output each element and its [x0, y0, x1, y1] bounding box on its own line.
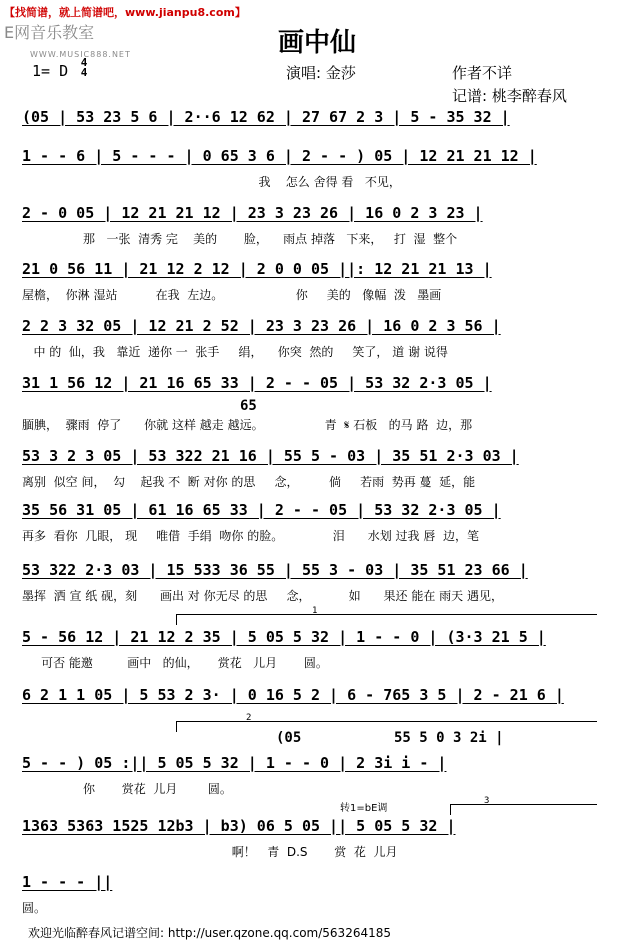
notes: 35 56 31 05 | 61 16 65 33 | 2 - - 05 | 53 32 2·3 05 |	[22, 501, 501, 519]
notes: 21 0 56 11 | 21 12 2 12 | 2 0 0 05 ||: 12 21 21 13 |	[22, 260, 492, 278]
score-line-5	[22, 317, 614, 359]
notes: 2 - 0 05 | 12 21 21 12 | 23 3 23 26 | 16 0 2 3 23 |	[22, 204, 483, 222]
score-line-11	[22, 686, 614, 714]
meter-bottom: 4	[80, 66, 88, 79]
ending-bracket-3	[450, 804, 597, 815]
lyrics: 可否 能邀 画中 的仙， 赏花 儿月 圆。	[22, 656, 328, 670]
score-line-3	[22, 204, 614, 246]
watermark-url: WWW.MUSIC888.NET	[30, 50, 131, 59]
watermark-logo: E网音乐教室	[4, 23, 95, 42]
score-line-9	[22, 561, 614, 603]
score-line-13	[22, 817, 614, 859]
score-line-4	[22, 260, 614, 302]
alt-notes-row: (05 55 5 0 3 2i |	[276, 730, 504, 746]
notes: 53 322 2·3 03 | 15 533 36 55 | 55 3 - 03 | 35 51 23 66 |	[22, 561, 528, 579]
notes: 5 - - ) 05 :|| 5 05 5 32 | 1 - - 0 | 2 3i i - |	[22, 754, 447, 772]
scribe-credit: 记谱: 桃李醉春风	[452, 87, 567, 105]
notes: 53 3 2 3 05 | 53 322 21 16 | 55 5 - 03 | 35 51 2·3 03 |	[22, 447, 519, 465]
ending-number-2: 2	[246, 713, 252, 723]
notes: 2 2 3 32 05 | 12 21 2 52 | 23 3 23 26 | 16 0 2 3 56 |	[22, 317, 501, 335]
key-signature: 1= D	[32, 62, 69, 80]
lyrics: 那 一张 清秀 完 美的 脸， 雨点 掉落 下来， 打 湿 整个	[22, 232, 458, 246]
ending-number-3: 3	[484, 796, 490, 806]
score-line-8	[22, 501, 614, 543]
footer-credit[interactable]: 欢迎光临醉春风记谱空间: http://user.qzone.qq.com/563264185	[28, 926, 392, 940]
ending-bracket-1	[176, 614, 597, 625]
score-line-2	[22, 147, 614, 189]
lyrics: 腼腆， 骤雨 停了 你就 这样 越走 越远。 青 𝄋 石板 的马 路 边，那	[22, 418, 473, 432]
lyrics: 墨挥 洒 宣 纸 砚，刻 画出 对 你无尽 的思 念， 如 果还 能在 雨天 遇见，	[22, 589, 503, 603]
score-line-10	[22, 628, 614, 670]
score-line-12	[22, 754, 614, 796]
notes: 1 - - 6 | 5 - - - | 0 65 3 6 | 2 - - ) 05 | 12 21 21 12 |	[22, 147, 537, 165]
singer-credit: 演唱: 金莎	[286, 64, 356, 82]
meter-top: 4	[80, 56, 88, 69]
song-title: 画中仙	[277, 28, 356, 58]
lyrics: 离别 似空 间， 勾 起我 不 断 对你 的思 念， 倘 若雨 势再 蔓 延，能	[22, 475, 476, 489]
notes: (05 | 53 23 5 6 | 2··6 12 62 | 27 67 2 3 | 5 - 35 32 |	[22, 108, 510, 126]
notes: 5 - 56 12 | 21 12 2 35 | 5 05 5 32 | 1 - - 0 | (3·3 21 5 |	[22, 628, 546, 646]
lyrics: 我 怎么 舍得 看 不见，	[22, 175, 401, 189]
lyrics: 圆。	[22, 901, 47, 915]
notes: 1 - - - ||	[22, 873, 113, 891]
lyrics: 你 赏花 儿月 圆。	[22, 782, 232, 796]
notes: 31 1 56 12 | 21 16 65 33 | 2 - - 05 | 53 32 2·3 05 |	[22, 374, 492, 392]
alt-notes-65: 65	[240, 398, 257, 414]
ending-number-1: 1	[312, 606, 318, 616]
lyrics: 再多 看你 几眼， 现 唯借 手绢 吻你 的脸。 泪 水划 过我 唇 边，笔	[22, 529, 479, 543]
notes: 1363 5363 1525 12b3 | b3) 06 5 05 || 5 05 5 32 |	[22, 817, 456, 835]
site-banner[interactable]: 【找简谱，就上简谱吧，www.jianpu8.com】	[4, 6, 246, 19]
score-line-6	[22, 374, 614, 432]
score-line-14	[22, 873, 614, 915]
lyrics: 啊！ 青 D.S 赏 花 儿月	[22, 845, 398, 859]
lyrics: 屋檐， 你淋 湿站 在我 左边。 你 美的 像幅 泼 墨画	[22, 288, 442, 302]
score-line-1	[22, 108, 614, 136]
composer-credit: 作者不详	[452, 64, 513, 82]
score-line-7	[22, 447, 614, 489]
lyrics: 中 的 仙，我 靠近 递你 一 张手 绢， 你突 然的 笑了， 道 谢 说得	[22, 345, 448, 359]
notes: 6 2 1 1 05 | 5 53 2 3· | 0 16 5 2 | 6 - 765 3 5 | 2 - 21 6 |	[22, 686, 564, 704]
time-signature	[78, 58, 90, 78]
key-change-note: 转1=bE调	[340, 803, 388, 814]
